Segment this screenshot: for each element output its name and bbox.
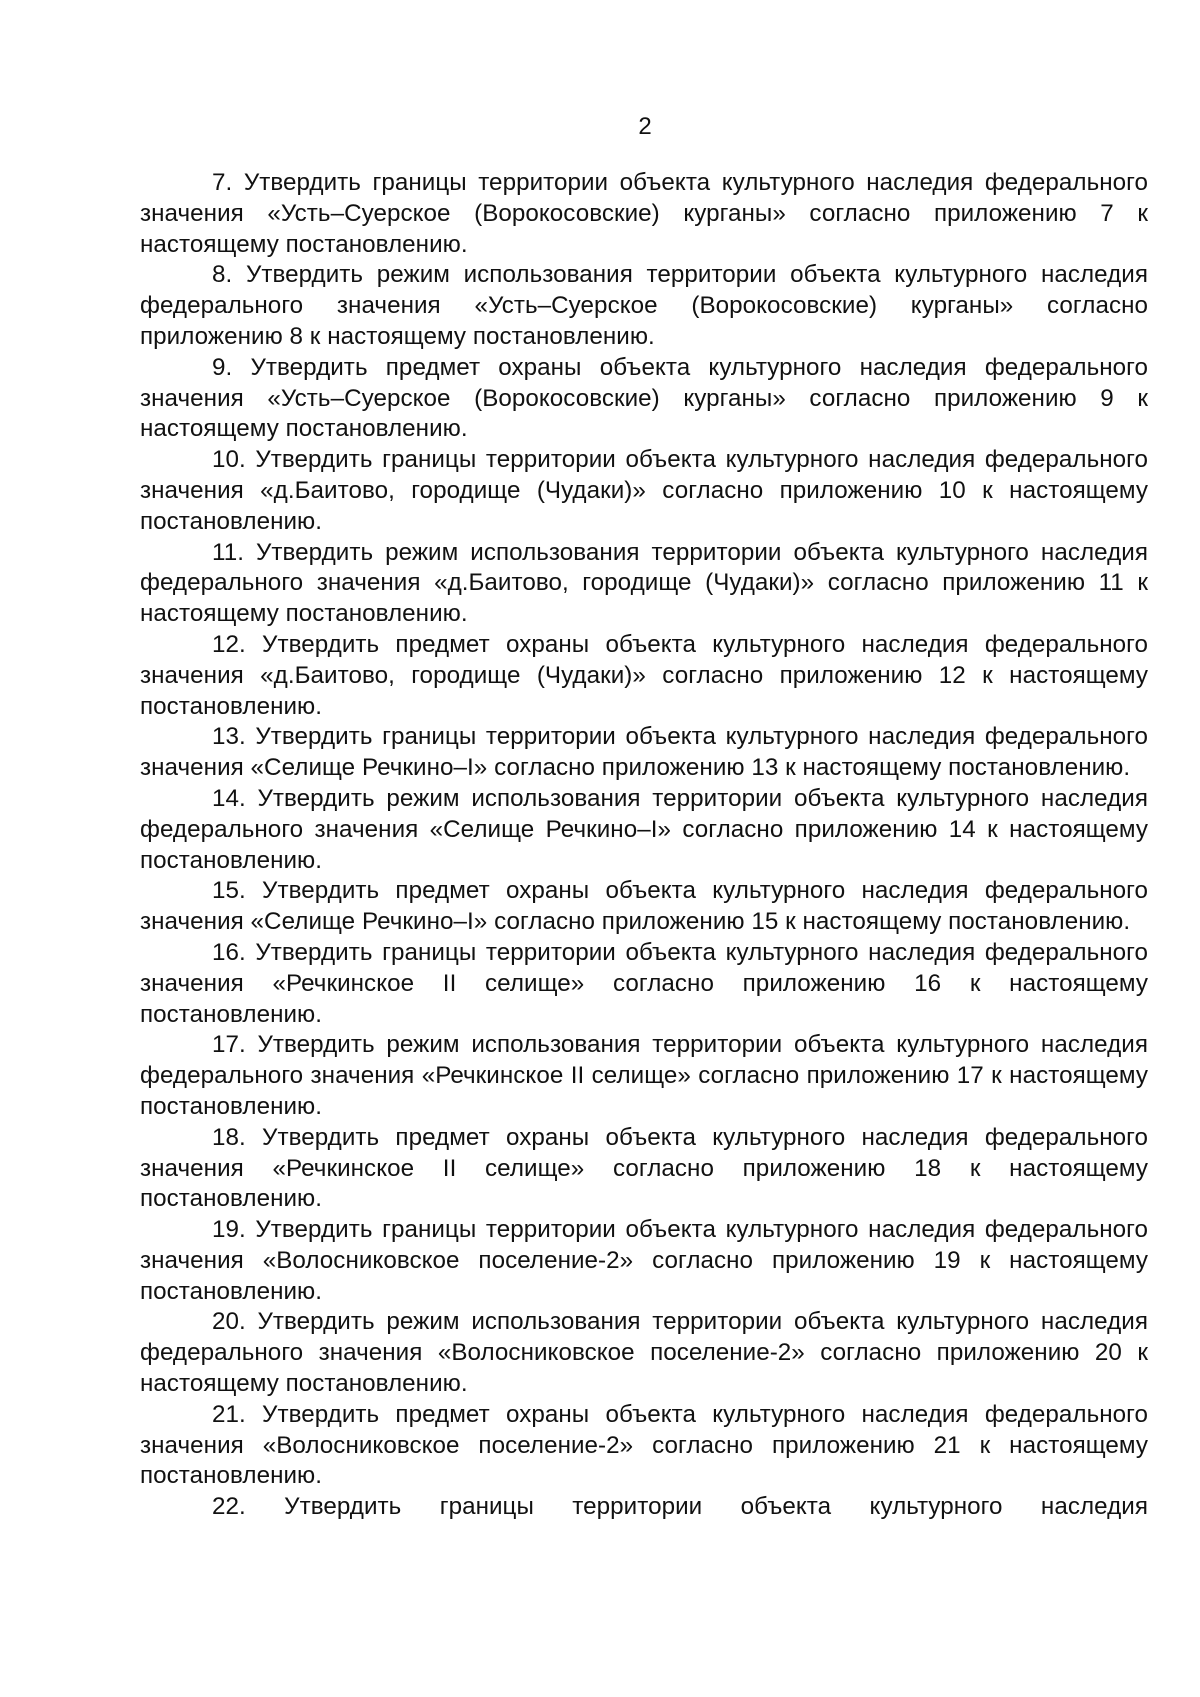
paragraph-item-12: 12. Утвердить предмет охраны объекта культурного наследия федерального значения «д.Баитово, городище (Чудаки)» согласно приложению 12 к настоящему постановлению. bbox=[140, 630, 1148, 720]
paragraph-item-10: 10. Утвердить границы территории объекта культурного наследия федерального значения «д.Баитово, городище (Чудаки)» согласно приложению 10 к настоящему постановлению. bbox=[140, 446, 1148, 535]
paragraph-item-11: 11. Утвердить режим использования территории объекта культурного наследия федерального значения «д.Баитово, городище (Чудаки)» согласно приложению 11 к настоящему постановлению. bbox=[140, 538, 1148, 628]
paragraph-item-19: 19. Утвердить границы территории объекта культурного наследия федерального значения «Волосниковское поселение-2» согласно приложению 19 к настоящему постановлению. bbox=[140, 1216, 1148, 1305]
document-body bbox=[140, 168, 1148, 1523]
paragraph-item-15: 15. Утвердить предмет охраны объекта культурного наследия федерального значения «Селище Речкино–I» согласно приложению 15 к настоящему постановлению. bbox=[140, 877, 1148, 936]
paragraph-item-18: 18. Утвердить предмет охраны объекта культурного наследия федерального значения «Речкинское II селище» согласно приложению 18 к настоящему постановлению. bbox=[140, 1123, 1148, 1213]
paragraph-item-20: 20. Утвердить режим использования территории объекта культурного наследия федерального значения «Волосниковское поселение-2» согласно приложению 20 к настоящему постановлению. bbox=[140, 1308, 1148, 1398]
page-number: 2 bbox=[638, 113, 652, 140]
paragraph-item-16: 16. Утвердить границы территории объекта культурного наследия федерального значения «Речкинское II селище» согласно приложению 16 к настоящему постановлению. bbox=[140, 938, 1148, 1028]
paragraph-item-14: 14. Утвердить режим использования территории объекта культурного наследия федерального значения «Селище Речкино–I» согласно приложению 14 к настоящему постановлению. bbox=[140, 784, 1148, 874]
paragraph-item-17: 17. Утвердить режим использования территории объекта культурного наследия федерального значения «Речкинское II селище» согласно приложению 17 к настоящему постановлению. bbox=[140, 1031, 1148, 1120]
paragraph-item-13: 13. Утвердить границы территории объекта культурного наследия федерального значения «Селище Речкино–I» согласно приложению 13 к настоящему постановлению. bbox=[140, 723, 1148, 782]
paragraph-item-7: 7. Утвердить границы территории объекта культурного наследия федерального значения «Усть–Суерское (Ворокосовские) курганы» согласно приложению 7 к настоящему постановлению. bbox=[140, 169, 1148, 258]
paragraph-item-22: 22. Утвердить границы территории объекта культурного наследия bbox=[212, 1493, 1148, 1521]
paragraph-item-8: 8. Утвердить режим использования территории объекта культурного наследия федерального значения «Усть–Суерское (Ворокосовские) курганы» согласно приложению 8 к настоящему постановлению. bbox=[140, 261, 1148, 350]
paragraph-item-21: 21. Утвердить предмет охраны объекта культурного наследия федерального значения «Волосниковское поселение-2» согласно приложению 21 к настоящему постановлению. bbox=[140, 1400, 1148, 1490]
paragraph-item-9: 9. Утвердить предмет охраны объекта культурного наследия федерального значения «Усть–Суерское (Ворокосовские) курганы» согласно приложению 9 к настоящему постановлению. bbox=[140, 353, 1148, 443]
